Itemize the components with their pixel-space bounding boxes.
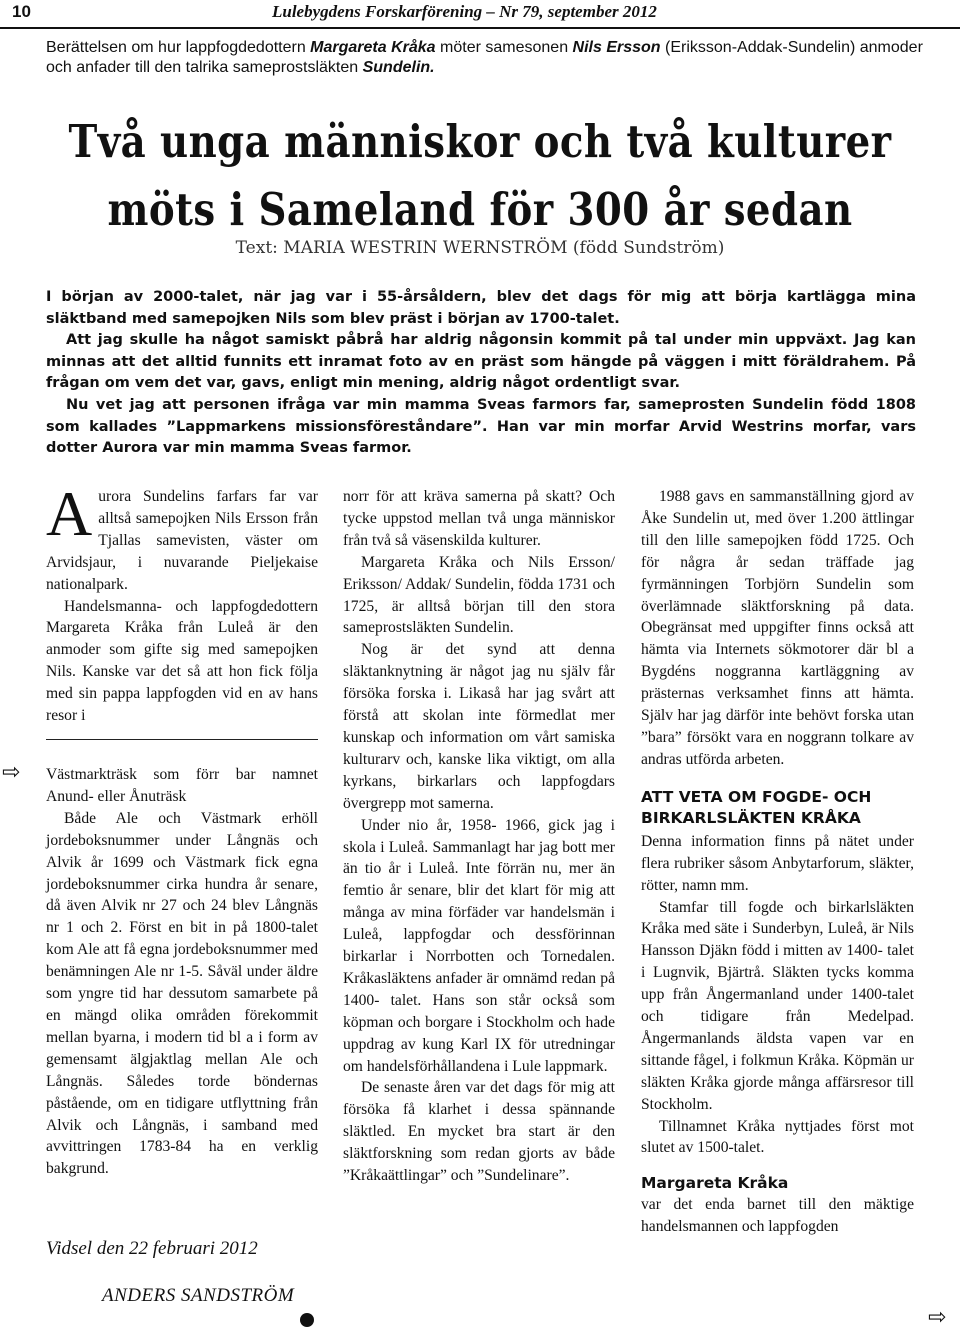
column-3 — [641, 486, 914, 1238]
column-2 — [343, 486, 615, 1187]
intro-name-nils: Nils Ersson — [572, 39, 661, 56]
col1-paragraph — [46, 478, 318, 596]
subhead-margareta: Margareta Kråka — [641, 1174, 789, 1193]
col3-paragraph: Tillnamnet Kråka nyttjades först mot slutet av 1500-talet. — [641, 1117, 914, 1157]
intro-text — [46, 38, 942, 78]
col2-paragraph: Nog är det synd att denna släktanknytning är något jag nu själv får försöka forska i. Likaså har jag svårt att förstå att skolan inte förmedlat mer kunskap och information om vårt samiska kulturarv och, kanske lika viktigt, om alla kyrkans, birkarlars och lappfogdars övergrepp mot samerna. — [343, 641, 615, 812]
signature-date: Vidsel den 22 februari 2012 — [46, 1238, 258, 1259]
page-number: 10 — [12, 2, 31, 21]
column-divider — [46, 739, 318, 740]
col1-paragraph: Handelsmanna- och lappfogdedottern Margareta Kråka från Luleå är den anmoder som gifte sig med samepojken Nils. Kanske var det så att hon fick följa med sin pappa lappfogden vid en av hans resor i — [46, 597, 318, 725]
lede-paragraph: Nu vet jag att personen ifråga var min mamma Sveas farmors far, sameprosten Sundelin född 1808 som kallades ”Lappmarkens missionsföreståndare”. Han var min morfar Arvid Westrins morfar, vars dotter Aurora var min mamma Sveas farmor. — [46, 396, 916, 457]
intro-part2: möter samesonen — [435, 39, 573, 56]
col3-paragraph: 1988 gavs en sammanställning gjord av Åke Sundelin ut, med över 1.200 ättlingar till den lille samepojken född 1725. Och för några år sedan träffade jag fyrmänningen Torbjörn Sundelin som överlämnade släktforskning på data. Obegränsat med uppgifter finns också att hämta via Internets sökmotorer där bl a Bygdéns noggranna kartläggning av prästernas verksamhet finns att hämta. Själv har jag därför inte behövt forska utan ”bara” försökt vara en noggrann tolkare av andras utförda arbeten. — [641, 488, 914, 768]
intro-part1: Berättelsen om hur lappfogdedottern — [46, 39, 311, 56]
drop-cap: A — [46, 478, 93, 549]
header-rule — [0, 27, 960, 29]
column-1-upper — [46, 478, 318, 727]
col1-paragraph: Västmarkträsk som förr bar namnet Anund- eller Ånuträsk — [46, 766, 318, 805]
intro-name-margareta: Margareta Kråka — [310, 39, 436, 56]
signature-name: ANDERS SANDSTRÖM — [102, 1285, 295, 1306]
intro-part3: (Eriksson-Addak-Sundelin) anmoder och anfader till den talrika sameprostsläkten — [46, 39, 923, 76]
col1-p1-text: urora Sundelins farfars far var alltså samepojken Nils Ersson från Tjallas samevisten, väster om Arvidsjaur, i nuvarande Pieljekaise nationalpark. — [46, 488, 318, 593]
col3-paragraph: var det enda barnet till den mäktige handelsmannen och lappfogden — [641, 1196, 914, 1236]
running-head: Lulebygdens Forskarförening – Nr 79, september 2012 — [272, 2, 657, 21]
lede-paragraph: Att jag skulle ha något samiskt påbrå har aldrig någonsin kommit på tal under min uppväxt. Jag kan minnas att det alltid funnits ett inramat foto av en präst som hängde på väggen i mitt föräldrahem. På frågan om vem det var, gavs, enligt min mening, aldrig något ordentligt svar. — [46, 332, 916, 392]
col1-paragraph: Både Ale och Västmark erhöll jordeboksnummer under Långnäs och Alvik år 1699 och Västmark fick egna jordeboksnummer cirka hundra år senare, då även Alvik nr 27 och 24 blev Långnäs nr 1 och 2. Först en bit in på 1800-talet kom Ale att få egna jordeboksnummer med benämningen Ale nr 1-5. Såväl under äldre som yngre tid har dessutom samarbete på en mängd olika områden förekommit mellan byarna, i modern tid bl a i form av gemensamt älgjaktlag mellan Ale och Långnäs. Således torde böndernas påstående, om en tidigare utflyttning från Alvik och Långnäs, i samband med avvittringen 1783-84 ha en verklig bakgrund. — [46, 809, 318, 1178]
col2-paragraph: Margareta Kråka och Nils Ersson/ Eriksson/ Addak/ Sundelin, födda 1731 och 1725, är alltså början till den stora sameprostsläkten Sundelin. — [343, 553, 615, 637]
col2-paragraph: Under nio år, 1958- 1966, gick jag i skola i Luleå. Sammanlagt har jag bott mer än tio år i Luleå. Inte förrän nu, mer än femtio år senare, blir det klart för mig att många av mina förfäder var handelsmän i Luleå, lappfogdar och dessförinnan birkarlar i Norrbotten och Tornedalen. Kråkasläktens anfader är omnämd redan på 1400- talet. Hans son står också som köpman och borgare i Stockholm och hade uppdrag av kung Karl IX för utredningar om handelsförhållandena i Lule lappmark. — [343, 816, 615, 1075]
column-1-lower — [46, 764, 318, 1180]
headline-line1: Två unga människor och två kulturer — [68, 115, 892, 168]
byline: Text: MARIA WESTRIN WERNSTRÖM (född Sundström) — [235, 238, 725, 258]
intro-name-sundelin: Sundelin. — [362, 59, 435, 76]
headline-line2: möts i Sameland för 300 år sedan — [107, 183, 853, 236]
arrow-right-icon: ⇨ — [2, 760, 21, 785]
arrow-right-icon: ⇨ — [928, 1305, 947, 1330]
lede — [46, 287, 916, 460]
col3-paragraph: Stamfar till fogde och birkarlsläkten Kråka med säte i Sunderbyn, Luleå, är Nils Hansson Djäkn född i mitten av 1400- talet i Lugnvik, Bjärtrå. Släkten tycks komma upp från Ångermanland under 1400-talet och tidigare från Medelpad. Ångermanlands äldsta vapen var en sittande fågel, i folkmun Kråka. Köpmän ur släkten Kråka gjorde många affärsresor till Stockholm. — [641, 898, 914, 1113]
end-mark-icon — [300, 1313, 314, 1327]
subhead-fogde: ATT VETA OM FOGDE- OCH BIRKARLSLÄKTEN KRÅKA — [641, 787, 872, 827]
headline — [67, 108, 893, 244]
col2-paragraph: norr för att kräva samerna på skatt? Och tycke uppstod mellan två unga människor från två så väsenskilda kulturer. — [343, 488, 615, 549]
col3-paragraph: Denna information finns på nätet under flera rubriker såsom Anbytarforum, släkter, rötter, namn mm. — [641, 832, 914, 894]
lede-paragraph: I början av 2000-talet, när jag var i 55-årsåldern, blev det dags för mig att börja kartlägga mina släktband med samepojken Nils som blev präst i början av 1700-talet. — [46, 289, 916, 327]
col2-paragraph: De senaste åren var det dags för mig att försöka få klarhet i dessa spännande släktled. En mycket bra start är den släktforskning som redan gjorts av både ”Kråkaättlingar” och ”Sundelinare”. — [343, 1079, 615, 1185]
